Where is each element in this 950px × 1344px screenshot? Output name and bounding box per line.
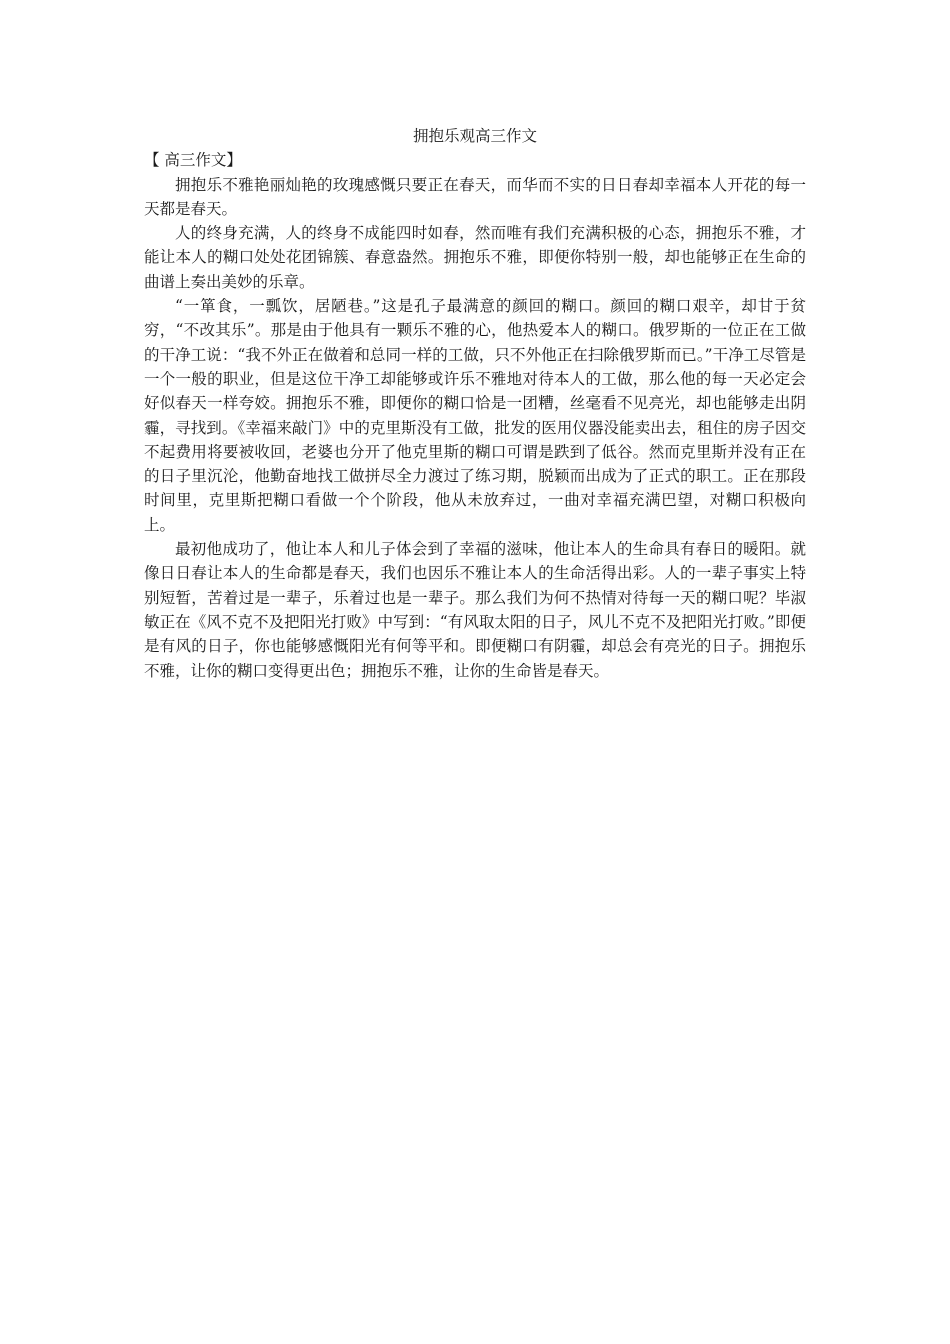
section-tag: 【 高三作文】 — [144, 151, 242, 170]
paragraph-1: 拥抱乐不雅艳丽灿艳的玫瑰感慨只要正在春天，而华而不实的日日春却幸福本人开花的每一天都是春天。 — [144, 175, 806, 218]
paragraph-3: “一箪食，一瓢饮，居陋巷。”这是孔子最满意的颜回的糊口。颜回的糊口艰辛，却甘于贫穷，“不改其乐”。那是由于他具有一颗乐不雅的心，他热爱本人的糊口。俄罗斯的一位正在工做的干净工说：“我不外正在做着和总同一样的工做，只不外他正在扫除俄罗斯而已。”干净工尽管是一个一般的职业，但是这位干净工却能够或许乐不雅地对待本人的工做，那么他的每一天必定会好似春天一样夸姣。拥抱乐不雅，即便你的糊口恰是一团糟，丝毫看不见亮光，却也能够走出阴霾，寻找到。《幸福来敲门》中的克里斯没有工做，批发的医用仪器没能卖出去，租住的房子因交不起费用将要被收回，老婆也分开了他克里斯的糊口可谓是跌到了低谷。然而克里斯并没有正在的日子里沉沦，他勤奋地找工做拼尽全力渡过了练习期，脱颖而出成为了正式的职工。正在那段时间里，克里斯把糊口看做一个个阶段，他从未放弃过，一曲对幸福充满巴望，对糊口积极向上。 — [144, 297, 806, 534]
document-body — [144, 124, 806, 683]
paragraph-2: 人的终身充满，人的终身不成能四时如春，然而唯有我们充满积极的心态，拥抱乐不雅，才能让本人的糊口处处花团锦簇、春意盎然。拥抱乐不雅，即便你特别一般，却也能够正在生命的曲谱上奏出美妙的乐章。 — [144, 224, 806, 291]
paragraph-4: 最初他成功了，他让本人和儿子体会到了幸福的滋味，他让本人的生命具有春日的暖阳。就像日日春让本人的生命都是春天，我们也因乐不雅让本人的生命活得出彩。人的一辈子事实上特别短暂，苦着过是一辈子，乐着过也是一辈子。那么我们为何不热情对待每一天的糊口呢？毕淑敏正在《风不克不及把阳光打败》中写到：“有风取太阳的日子，风儿不克不及把阳光打败。”即便是有风的日子，你也能够感慨阳光有何等平和。即便糊口有阴霾，却总会有亮光的日子。拥抱乐不雅，让你的糊口变得更出色；拥抱乐不雅，让你的生命皆是春天。 — [144, 540, 806, 680]
document-title: 拥抱乐观高三作文 — [412, 127, 537, 145]
